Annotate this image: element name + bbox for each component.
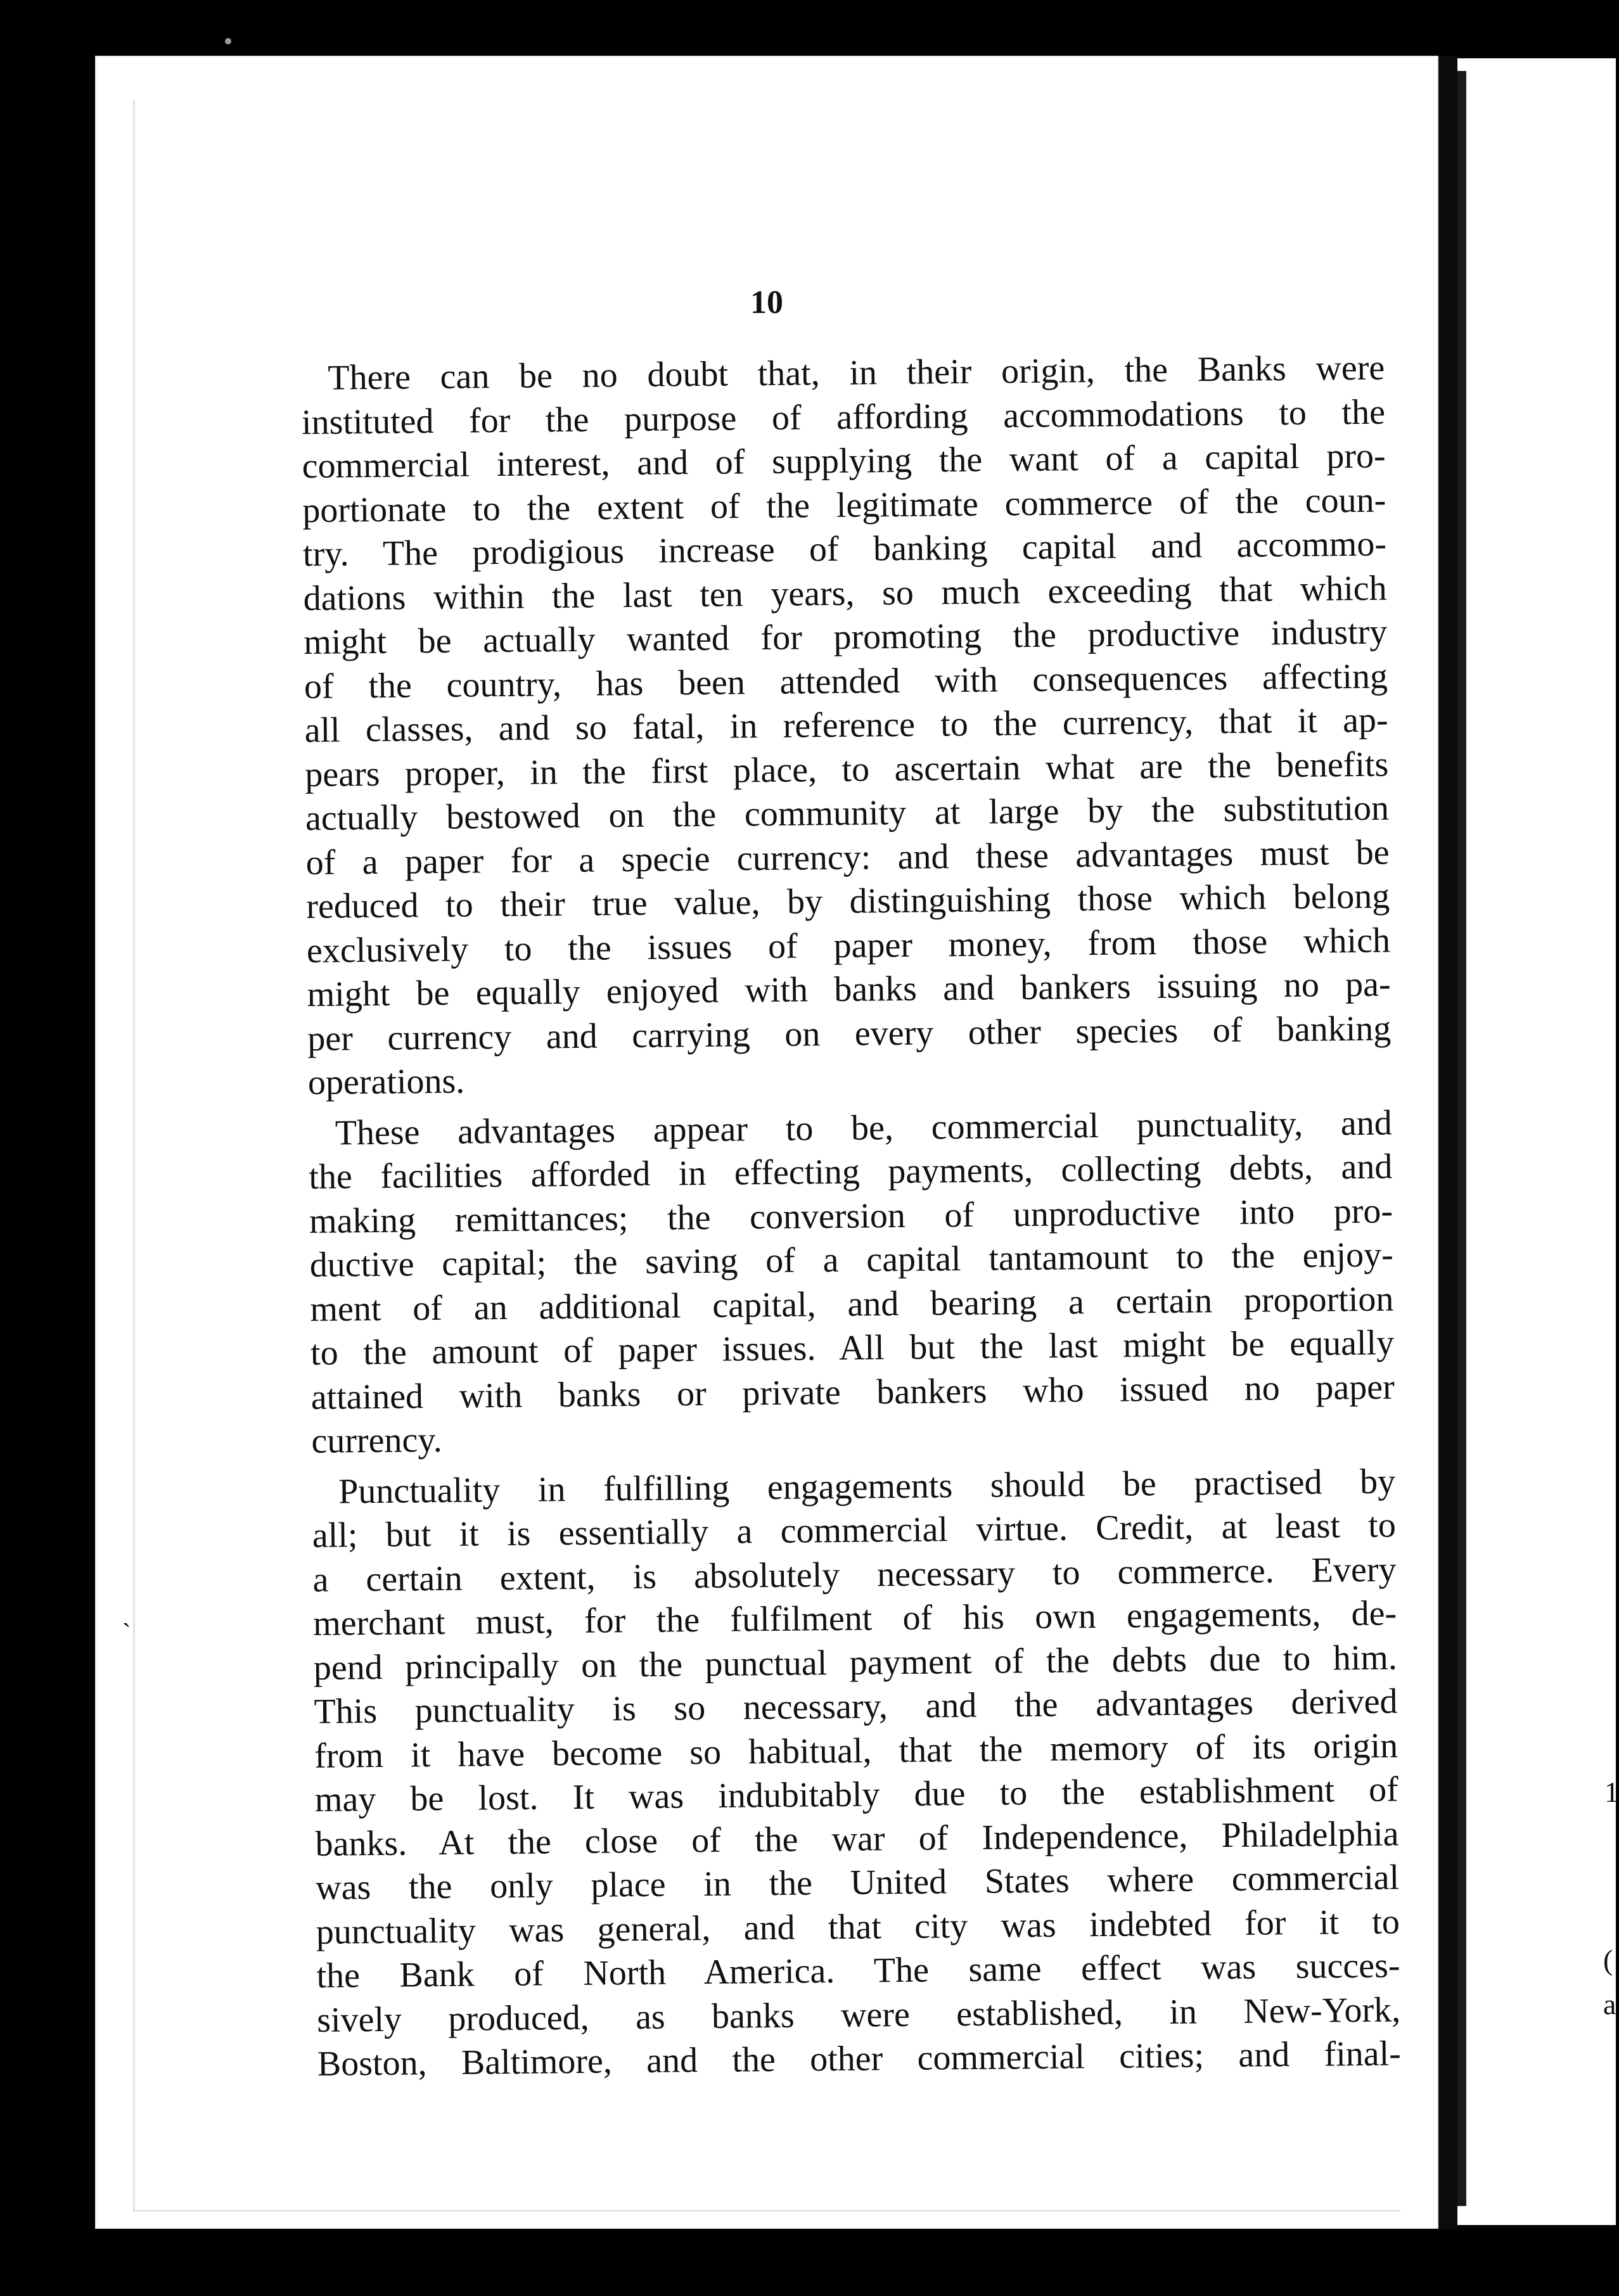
text-line: a certain extent, is absolutely necessary to commerce. Every [312, 1549, 1397, 1600]
text-line: was the only place in the United States where commercial [315, 1858, 1400, 1908]
text-line: sively produced, as banks were established, in New-York, [316, 1989, 1401, 2040]
scan-artifact [225, 38, 231, 44]
page-number: 10 [750, 284, 783, 321]
adjacent-page-spine [1457, 71, 1466, 2206]
text-line: per currency and carrying on every other species of banking [307, 1009, 1392, 1059]
text-line: merchant must, for the fulfilment of his own engagements, de- [312, 1593, 1397, 1643]
text-line: portionate to the extent of the legitimate commerce of the coun- [302, 480, 1386, 530]
adjacent-page-fragment: a [1603, 1988, 1616, 2020]
text-line: Punctuality in fulfilling engagements should be practised by [338, 1462, 1396, 1512]
adjacent-page-fragment: ( [1603, 1944, 1613, 1976]
adjacent-page-edge [1457, 58, 1619, 2225]
text-line: reduced to their true value, by distinguishing those which belong [306, 876, 1390, 926]
text-line: This punctuality is so necessary, and the advantages derived [314, 1681, 1398, 1732]
text-line: pend principally on the punctual payment of the debts due to him. [313, 1637, 1398, 1688]
text-line: of the country, has been attended with consequences affecting [304, 656, 1388, 706]
text-line: actually bestowed on the community at large by the substitution [305, 788, 1390, 838]
book-gutter [1438, 56, 1457, 2229]
book-page [95, 56, 1438, 2229]
text-line: attained with banks or private bankers who issued no paper [310, 1367, 1395, 1417]
text-line: banks. At the close of the war of Independence, Philadelphia [315, 1813, 1399, 1864]
text-line: the Bank of North America. The same effect was succes- [316, 1946, 1400, 1996]
text-line: Boston, Baltimore, and the other commercial cities; and final- [317, 2034, 1402, 2084]
text-line: try. The prodigious increase of banking capital and accommo- [302, 524, 1387, 574]
page-inner-border-bottom [133, 2210, 1400, 2212]
text-line: ment of an additional capital, and bearing a certain proportion [310, 1279, 1394, 1329]
text-line: commercial interest, and of supplying the want of a capital pro- [302, 436, 1386, 486]
text-line: might be actually wanted for promoting the productive industry [304, 612, 1388, 662]
text-line: punctuality was general, and that city was indebted for it to [316, 1901, 1400, 1952]
paragraph [312, 1460, 1401, 2086]
text-line: dations within the last ten years, so much exceeding that which [303, 568, 1387, 618]
text-line: may be lost. It was indubitably due to the establishment of [314, 1770, 1399, 1820]
text-line: instituted for the purpose of affording accommodations to the [301, 392, 1386, 442]
text-line: to the amount of paper issues. All but the last might be equally [310, 1323, 1395, 1373]
paragraph [301, 347, 1392, 1106]
text-line: operations. [307, 1061, 465, 1102]
text-line: might be equally enjoyed with banks and bankers issuing no pa- [307, 964, 1391, 1014]
text-line: exclusively to the issues of paper money, from those which [306, 921, 1391, 971]
text-line: all; but it is essentially a commercial virtue. Credit, at least to [312, 1505, 1397, 1555]
text-line: the facilities afforded in effecting payments, collecting debts, and [309, 1147, 1393, 1197]
text-line: currency. [311, 1420, 442, 1461]
text-line: all classes, and so fatal, in reference to the currency, that it ap- [304, 700, 1388, 750]
body-text [301, 347, 1401, 2087]
text-line: pears proper, in the first place, to ascertain what are the benefits [305, 744, 1389, 794]
page-inner-border-left [133, 100, 135, 2210]
adjacent-page-fragment: 1 [1604, 1776, 1619, 1808]
text-line: from it have become so habitual, that the memory of its origin [314, 1725, 1398, 1776]
text-line: There can be no doubt that, in their origin, the Banks were [328, 348, 1385, 398]
text-line: making remittances; the conversion of unproductive into pro- [309, 1191, 1393, 1241]
margin-mark: ` [122, 1618, 131, 1647]
text-line: These advantages appear to be, commercial punctuality, and [335, 1103, 1392, 1153]
text-line: ductive capital; the saving of a capital tantamount to the enjoy- [309, 1235, 1393, 1285]
text-line: of a paper for a specie currency: and these advantages must be [305, 832, 1390, 883]
paragraph [308, 1101, 1395, 1464]
